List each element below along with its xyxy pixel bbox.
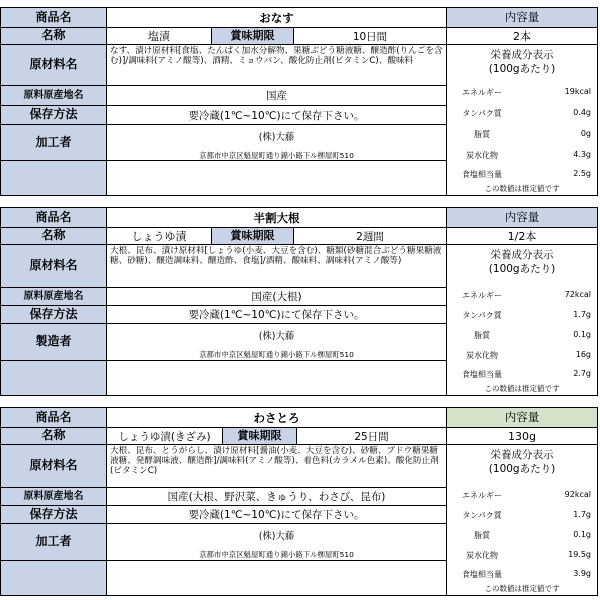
nutrition-unit: (100gあたり) [488,462,556,475]
nutrition-row-salt: 食塩相当量 2.5g [462,169,591,179]
name-label: 名称 [0,27,107,45]
contents-value: 2本 [446,27,598,45]
storage-label: 保存方法 [0,505,107,524]
contents-value: 130g [446,427,598,445]
nutrition-panel [446,244,598,396]
blank-cell [106,160,447,196]
storage-value: 要冷蔵(1℃~10℃)にて保存下さい。 [106,505,447,524]
storage-value: 要冷蔵(1℃~10℃)にて保存下さい。 [106,305,447,324]
nutrition-row-protein: タンパク質 1.7g [462,310,591,320]
blank-label [0,560,107,596]
nutrition-unit: (100gあたり) [488,262,556,275]
nutrition-panel [446,444,598,596]
nutrition-row-fat: 脂質 0.1g [474,530,591,540]
product-name-label: 商品名 [0,7,107,28]
nutrition-row-salt: 食塩相当量 3.9g [462,569,591,579]
nutrition-row-protein: タンパク質 1.7g [462,510,591,520]
origin-label: 原料原産地名 [0,287,107,306]
nutrition-title: 栄養成分表示 [490,249,554,261]
product-name-value: わさとろ [106,407,447,428]
maker-role-label: 加工者 [0,124,107,161]
expiry-value: 10日間 [293,27,447,45]
nutrition-panel [446,44,598,196]
nutrition-title: 栄養成分表示 [490,49,554,61]
origin-value: 国産 [106,85,447,106]
blank-label [0,360,107,396]
blank-cell [106,360,447,396]
maker-address: 京都市中京区魁屋町通り錦小路下ル栁屋町510 [199,151,354,160]
storage-label: 保存方法 [0,105,107,125]
product-name-label: 商品名 [0,207,107,228]
contents-value: 1/2本 [446,227,598,245]
nutrition-row-salt: 食塩相当量 2.7g [462,369,591,379]
maker-address: 京都市中京区魁屋町通り錦小路下ル栁屋町510 [199,550,354,559]
contents-label: 内容量 [446,407,598,428]
name-label: 名称 [0,427,107,445]
expiry-label: 賞味期限 [222,427,297,445]
maker-value [106,323,447,361]
maker-value [106,124,447,161]
name-value: しょうゆ漬 [106,227,212,245]
nutrition-row-fat: 脂質 0.1g [474,330,591,340]
nutrition-row-fat: 脂質 0g [474,129,591,139]
maker-name: (株)大藤 [258,531,295,542]
nutrition-unit: (100gあたり) [488,62,556,75]
expiry-value: 2週間 [293,227,447,245]
storage-label: 保存方法 [0,305,107,324]
maker-role-label: 製造者 [0,323,107,361]
name-value: 塩漬 [106,27,212,45]
maker-value [106,523,447,561]
nutrition-row-energy: エネルギー 19kcal [462,87,591,97]
product-name-label: 商品名 [0,407,107,428]
ingredients-value: なす、漬け原材料[食塩、たんぱく加水分解物、果糖ぶどう糖液糖、醸造酢(りんごを含む)]/調味料(アミノ酸等)、酒精、ミョウバン、酸化防止剤(ビタミンC)、酸味料 [106,44,447,86]
maker-role-label: 加工者 [0,523,107,561]
nutrition-note: この数値は推定値です [484,584,560,593]
origin-label: 原料原産地名 [0,85,107,106]
origin-value: 国産(大根) [106,287,447,306]
origin-value: 国産(大根、野沢菜、きゅうり、わさび、昆布) [106,487,447,506]
name-value: しょうゆ漬(きざみ) [106,427,223,445]
ingredients-label: 原材料名 [0,44,107,86]
nutrition-row-energy: エネルギー 72kcal [462,290,591,300]
nutrition-row-carbs: 炭水化物 4.3g [466,150,591,160]
expiry-label: 賞味期限 [211,27,294,45]
nutrition-note: この数値は推定値です [484,184,560,193]
maker-name: (株)大藤 [258,331,295,342]
expiry-label: 賞味期限 [211,227,294,245]
maker-name: (株)大藤 [258,132,295,143]
ingredients-label: 原材料名 [0,444,107,488]
ingredients-label: 原材料名 [0,244,107,288]
contents-label: 内容量 [446,7,598,28]
storage-value: 要冷蔵(1℃~10℃)にて保存下さい。 [106,105,447,125]
name-label: 名称 [0,227,107,245]
nutrition-row-carbs: 炭水化物 16g [466,350,591,360]
product-name-value: おなす [106,7,447,28]
nutrition-note: この数値は推定値です [484,384,560,393]
blank-label [0,160,107,196]
nutrition-row-carbs: 炭水化物 19.5g [466,550,591,560]
ingredients-value: 大根、昆布、漬け原材料[しょうゆ(小麦、大豆を含む)、糖類(砂糖混合ぶどう糖果糖液糖、砂糖)、醸造調味料、醸造酢、食塩]/酒精、酸味料、調味料(アミノ酸等) [106,244,447,288]
nutrition-row-protein: タンパク質 0.4g [462,108,591,118]
contents-label: 内容量 [446,207,598,228]
product-name-value: 半割大根 [106,207,447,228]
blank-cell [106,560,447,596]
nutrition-row-energy: エネルギー 92kcal [462,490,591,500]
origin-label: 原料原産地名 [0,487,107,506]
nutrition-title: 栄養成分表示 [490,449,554,461]
ingredients-value: 大根、昆布、とうがらし、漬け原材料[醤油(小麦、大豆を含む)、砂糖、ブドウ糖果糖液糖、発酵調味液、醸造酢]/調味料(アミノ酸等)、着色料(カラメル色素)、酸化防止剤(ビタミンC) [106,444,447,488]
expiry-value: 25日間 [296,427,447,445]
maker-address: 京都市中京区魁屋町通り錦小路下ル栁屋町510 [199,350,354,359]
